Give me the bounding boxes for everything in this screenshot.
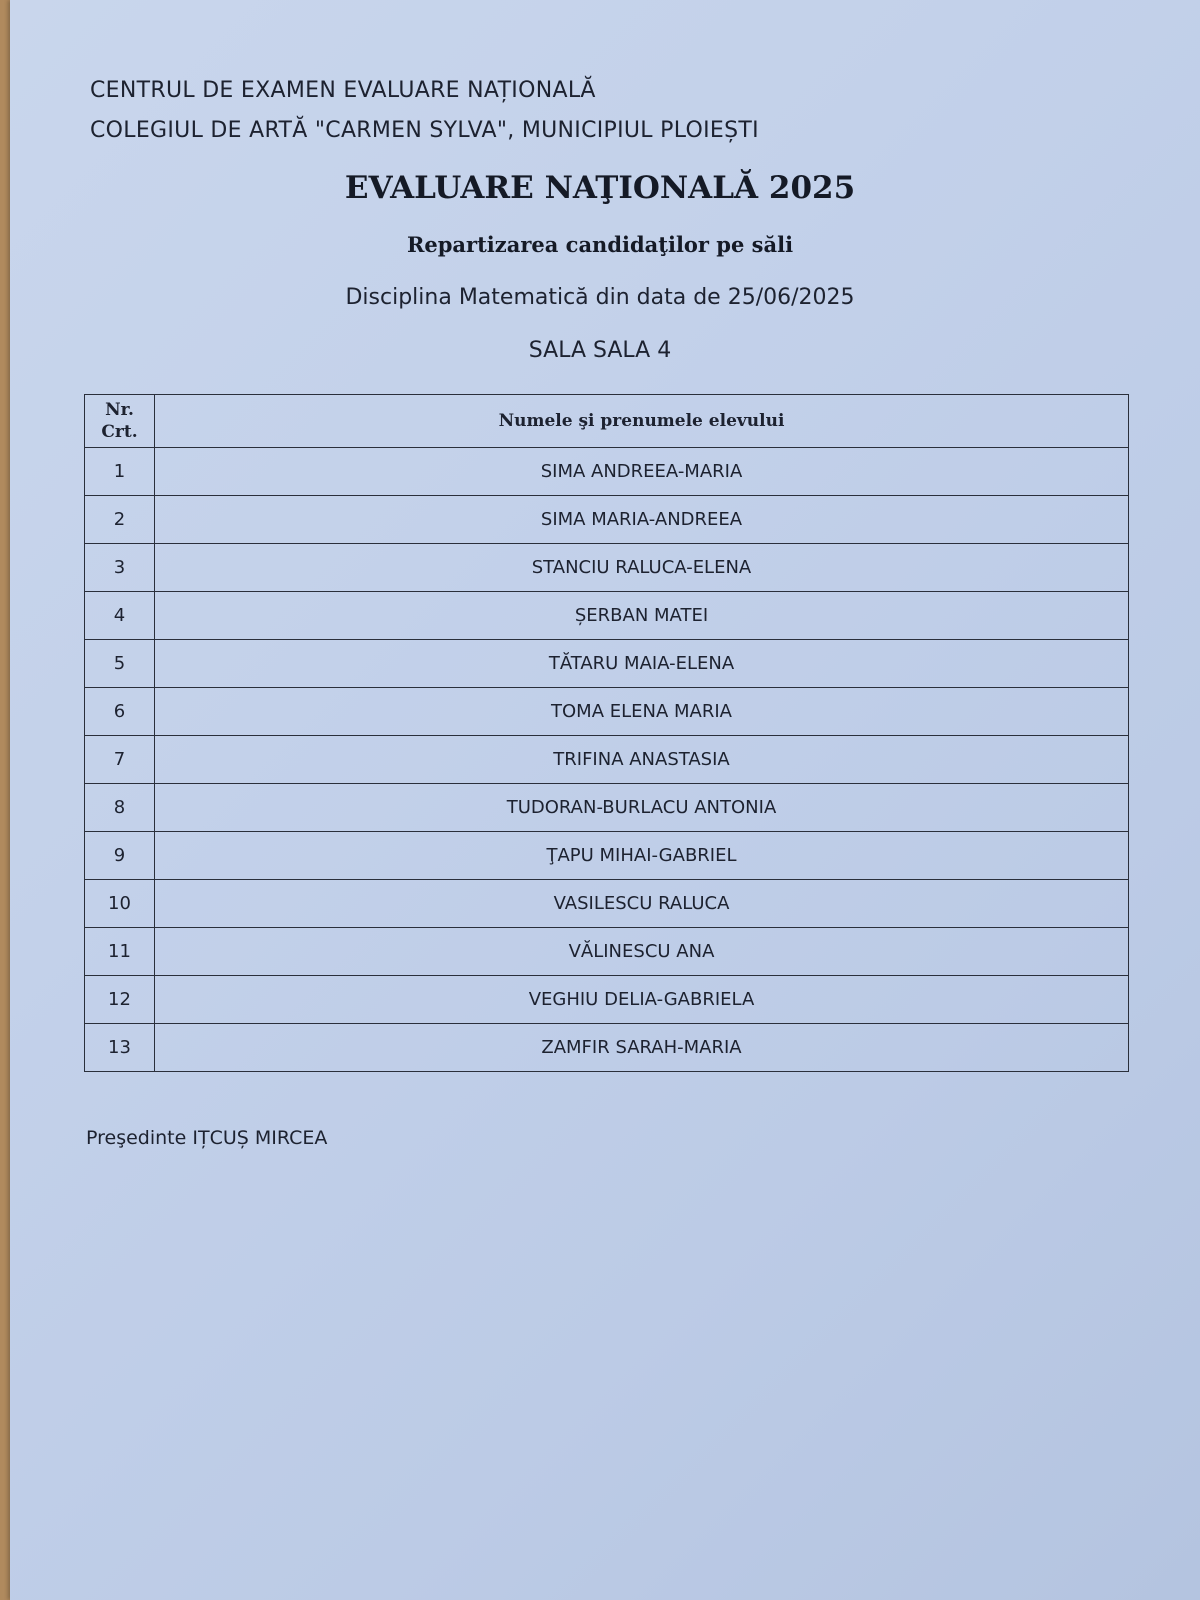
student-name: ŢAPU MIHAI-GABRIEL [155, 832, 1129, 880]
student-name: VEGHIU DELIA-GABRIELA [155, 976, 1129, 1024]
nr-header-line1: Nr. [105, 400, 134, 420]
table-row [85, 688, 1129, 736]
school-heading: COLEGIUL DE ARTĂ "CARMEN SYLVA", MUNICIPIUL PLOIEȘTI [90, 118, 759, 143]
student-name: SIMA MARIA-ANDREEA [155, 496, 1129, 544]
row-number: 4 [85, 592, 155, 640]
table-row [85, 592, 1129, 640]
student-name: VĂLINESCU ANA [155, 928, 1129, 976]
row-number: 7 [85, 736, 155, 784]
student-name: TĂTARU MAIA-ELENA [155, 640, 1129, 688]
table-row [85, 448, 1129, 496]
candidates-table [84, 394, 1129, 1072]
table-row [85, 1024, 1129, 1072]
row-number: 9 [85, 832, 155, 880]
row-number: 5 [85, 640, 155, 688]
table-row [85, 832, 1129, 880]
nr-header-line2: Crt. [101, 422, 138, 442]
student-name: STANCIU RALUCA-ELENA [155, 544, 1129, 592]
student-name: TOMA ELENA MARIA [155, 688, 1129, 736]
row-number: 12 [85, 976, 155, 1024]
document-subtitle: Repartizarea candidaţilor pe săli [406, 232, 794, 257]
nr-column-header [85, 395, 155, 448]
row-number: 2 [85, 496, 155, 544]
row-number: 6 [85, 688, 155, 736]
row-number: 3 [85, 544, 155, 592]
table-row [85, 736, 1129, 784]
table-row [85, 640, 1129, 688]
room-label: SALA SALA 4 [528, 338, 672, 363]
student-name: TUDORAN-BURLACU ANTONIA [155, 784, 1129, 832]
row-number: 13 [85, 1024, 155, 1072]
row-number: 10 [85, 880, 155, 928]
row-number: 11 [85, 928, 155, 976]
student-name: ȘERBAN MATEI [155, 592, 1129, 640]
president-signature-line: Preşedinte IȚCUȘ MIRCEA [86, 1127, 328, 1149]
discipline-line: Disciplina Matematică din data de 25/06/2025 [345, 285, 855, 310]
student-name: VASILESCU RALUCA [155, 880, 1129, 928]
exam-center-heading: CENTRUL DE EXAMEN EVALUARE NAȚIONALĂ [90, 78, 596, 103]
table-row [85, 496, 1129, 544]
row-number: 1 [85, 448, 155, 496]
table-row [85, 784, 1129, 832]
student-name: TRIFINA ANASTASIA [155, 736, 1129, 784]
name-column-header: Numele şi prenumele elevului [155, 395, 1129, 448]
row-number: 8 [85, 784, 155, 832]
table-row [85, 880, 1129, 928]
table-row [85, 544, 1129, 592]
student-name: ZAMFIR SARAH-MARIA [155, 1024, 1129, 1072]
table-header-row [85, 395, 1129, 448]
document-title: EVALUARE NAŢIONALĂ 2025 [344, 170, 856, 206]
table-row [85, 976, 1129, 1024]
table-row [85, 928, 1129, 976]
student-name: SIMA ANDREEA-MARIA [155, 448, 1129, 496]
